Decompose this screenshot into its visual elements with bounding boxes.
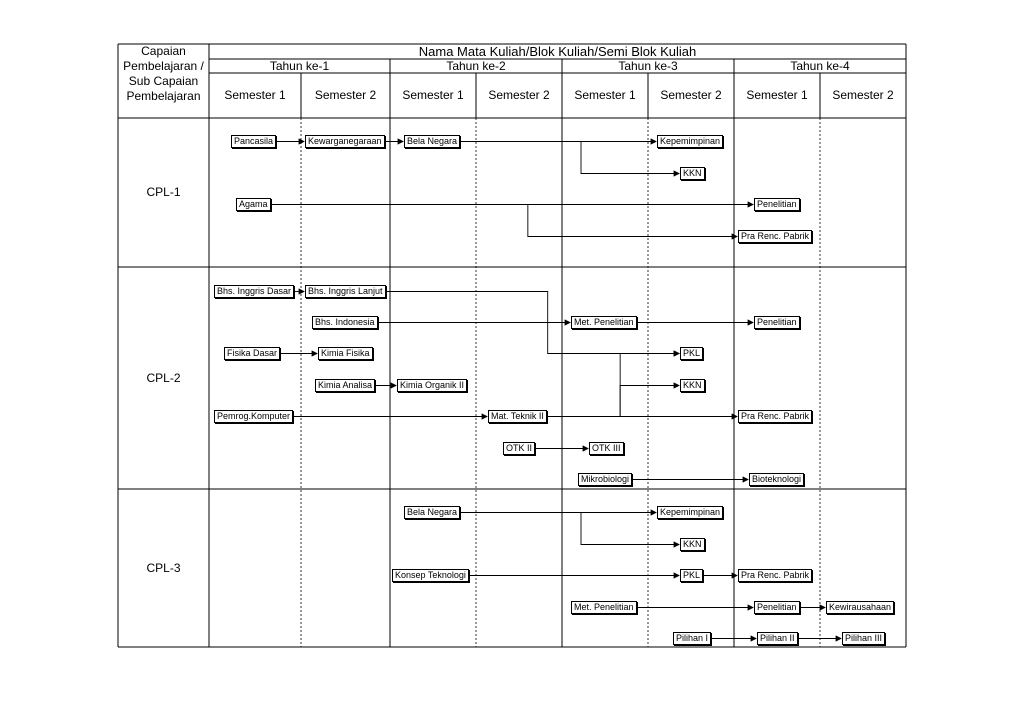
course-box-agama: Agama xyxy=(236,198,271,211)
course-box-bhs-inggris-dasar: Bhs. Inggris Dasar xyxy=(214,285,294,298)
course-box-pemrog-komputer: Pemrog.Komputer xyxy=(214,410,293,423)
course-box-kewarganegaraan: Kewarganegaraan xyxy=(305,135,385,148)
semester-header: Semester 2 xyxy=(314,88,377,102)
arrow-mat-teknik-2-to-pkl-2 xyxy=(547,354,679,417)
year-header: Tahun ke-1 xyxy=(269,59,330,73)
row-header-label: Capaian Pembelajaran / Sub Capaian Pembelajaran xyxy=(123,44,204,103)
course-box-kkn-3: KKN xyxy=(680,538,705,551)
course-box-kimia-fisika: Kimia Fisika xyxy=(318,347,373,360)
row-label-cpl-2: CPL-2 xyxy=(146,371,181,385)
course-box-fisika-dasar: Fisika Dasar xyxy=(224,347,280,360)
row-label-cpl-1: CPL-1 xyxy=(146,185,181,199)
row-label-cpl-3: CPL-3 xyxy=(146,561,181,575)
course-box-bhs-indonesia: Bhs. Indonesia xyxy=(312,316,378,329)
course-box-penelitian-3: Penelitian xyxy=(754,601,800,614)
table-title: Nama Mata Kuliah/Blok Kuliah/Semi Blok Kuliah xyxy=(418,44,697,59)
course-box-konsep-teknologi: Konsep Teknologi xyxy=(392,569,469,582)
semester-header: Semester 2 xyxy=(832,88,894,102)
semester-header: Semester 2 xyxy=(488,88,550,102)
arrow-bela-negara-3-to-kkn-3 xyxy=(460,513,679,545)
course-box-pra-renc-3: Pra Renc. Pabrik xyxy=(738,569,812,582)
course-box-kimia-analisa: Kimia Analisa xyxy=(315,379,375,392)
course-box-pilihan-1: Pilihan I xyxy=(673,632,711,645)
course-box-kepemimpinan-3: Kepemimpinan xyxy=(657,506,723,519)
course-box-pilihan-2: Pilihan II xyxy=(757,632,798,645)
semester-header: Semester 1 xyxy=(746,88,808,102)
course-box-penelitian-1: Penelitian xyxy=(754,198,800,211)
course-box-kewirausahaan: Kewirausahaan xyxy=(826,601,894,614)
year-header: Tahun ke-2 xyxy=(446,59,506,73)
course-box-otk-3: OTK III xyxy=(589,442,624,455)
course-box-kkn-2: KKN xyxy=(680,379,705,392)
course-box-bhs-inggris-lanjut: Bhs. Inggris Lanjut xyxy=(305,285,386,298)
course-box-pilihan-3: Pilihan III xyxy=(842,632,885,645)
course-box-pra-renc-2: Pra Renc. Pabrik xyxy=(738,410,812,423)
arrow-mat-teknik-2-to-kkn-2 xyxy=(547,386,679,417)
year-header: Tahun ke-3 xyxy=(618,59,678,73)
course-box-bioteknologi: Bioteknologi xyxy=(749,473,804,486)
semester-header: Semester 2 xyxy=(660,88,722,102)
year-header: Tahun ke-4 xyxy=(790,59,850,73)
course-box-pkl-3: PKL xyxy=(680,569,703,582)
course-box-pkl-2: PKL xyxy=(680,347,703,360)
course-box-mikrobiologi: Mikrobiologi xyxy=(578,473,632,486)
course-box-kkn-1: KKN xyxy=(680,167,705,180)
course-box-met-penelitian-3: Met. Penelitian xyxy=(571,601,637,614)
arrow-agama-to-pra-renc-1 xyxy=(271,205,737,237)
arrow-bela-negara-1-to-kkn-1 xyxy=(460,142,679,174)
semester-header: Semester 1 xyxy=(402,88,464,102)
semester-header: Semester 1 xyxy=(224,88,286,102)
course-box-bela-negara-3: Bela Negara xyxy=(404,506,460,519)
course-box-bela-negara-1: Bela Negara xyxy=(404,135,460,148)
course-box-penelitian-2: Penelitian xyxy=(754,316,800,329)
course-box-otk-2: OTK II xyxy=(503,442,535,455)
course-box-pancasila: Pancasila xyxy=(231,135,276,148)
course-box-met-penelitian-2: Met. Penelitian xyxy=(571,316,637,329)
course-box-mat-teknik-2: Mat. Teknik II xyxy=(488,410,547,423)
course-box-kimia-organik-2: Kimia Organik II xyxy=(397,379,467,392)
semester-header: Semester 1 xyxy=(574,88,636,102)
course-box-pra-renc-1: Pra Renc. Pabrik xyxy=(738,230,812,243)
course-box-kepemimpinan-1: Kepemimpinan xyxy=(657,135,723,148)
